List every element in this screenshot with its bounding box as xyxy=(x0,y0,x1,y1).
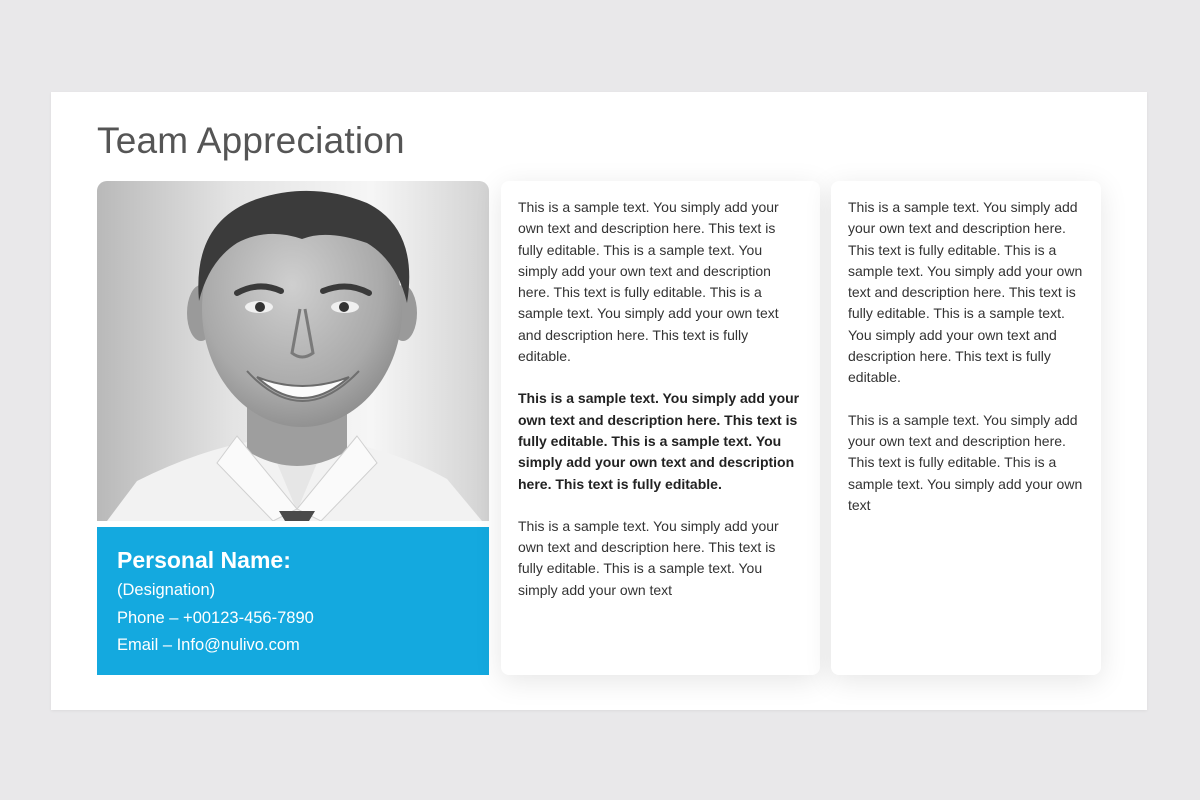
person-designation[interactable]: (Designation) xyxy=(117,581,216,599)
text-card-1 xyxy=(501,181,820,675)
person-email[interactable]: Email – Info@nulivo.com xyxy=(117,636,300,654)
card2-paragraph-1[interactable]: This is a sample text. You simply add your own text and description here. This text is fully editable. This is a sample text. You simply add your own text and description here. This text is fully editable. This is a sample text. You simply add your own text and description here. This text is fully editable. xyxy=(848,199,1083,386)
card2-paragraph-2[interactable]: This is a sample text. You simply add your own text and description here. This text is fully editable. This is a sample text. You simply add your own text xyxy=(848,411,1083,513)
contact-info-panel xyxy=(97,527,489,675)
portrait-illustration xyxy=(97,181,489,521)
slide xyxy=(51,92,1147,710)
person-name[interactable]: Personal Name: xyxy=(117,547,291,573)
slide-title[interactable]: Team Appreciation xyxy=(97,120,405,161)
person-portrait-photo[interactable] xyxy=(97,181,489,521)
card1-paragraph-2-bold[interactable]: This is a sample text. You simply add your own text and description here. This text is fully editable. This is a sample text. You simply add your own text and description here. This text is fully editable. xyxy=(518,390,800,492)
card1-paragraph-3[interactable]: This is a sample text. You simply add your own text and description here. This text is fully editable. This is a sample text. You simply add your own text xyxy=(518,517,779,598)
profile-card xyxy=(97,181,489,675)
text-card-2 xyxy=(831,181,1101,675)
person-phone[interactable]: Phone – +00123-456-7890 xyxy=(117,608,314,627)
card1-paragraph-1[interactable]: This is a sample text. You simply add your own text and description here. This text is fully editable. This is a sample text. You simply add your own text and description here. This text is fully editable. This is a sample text. You simply add your own text and description here. This text is fully editable. xyxy=(518,199,779,365)
